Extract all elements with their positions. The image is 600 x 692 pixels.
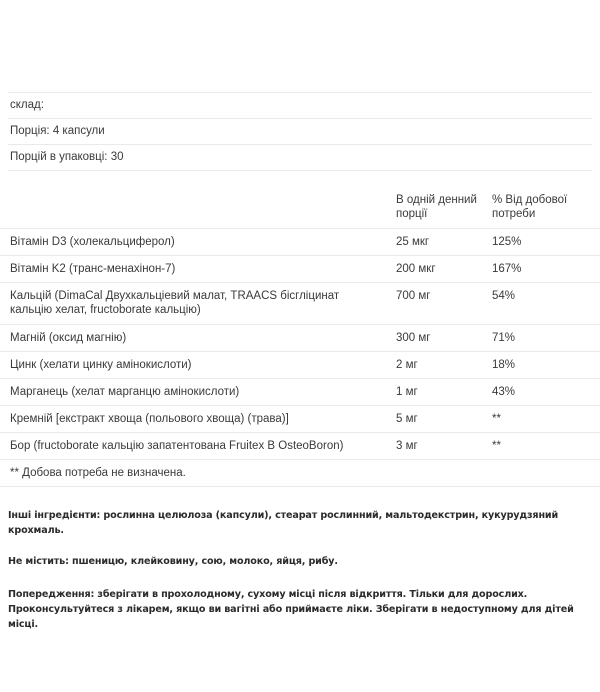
nutrient-amount: 200 мкг xyxy=(396,256,492,283)
nutrient-name: Магній (оксид магнію) xyxy=(0,325,396,352)
table-row xyxy=(0,325,600,352)
table-body xyxy=(0,229,600,487)
nutrient-amount: 300 мг xyxy=(396,325,492,352)
nutrient-daily-value: ** xyxy=(492,433,600,460)
nutrient-daily-value: 71% xyxy=(492,325,600,352)
composition-label: склад: xyxy=(10,99,44,111)
supplement-facts-panel xyxy=(0,92,600,692)
nutrient-amount: 5 мг xyxy=(396,406,492,433)
header-percent-daily-value: % Від добової потреби xyxy=(492,186,600,229)
nutrient-name: Цинк (хелати цинку амінокислоти) xyxy=(0,352,396,379)
nutrient-name: Вітамін D3 (холекальциферол) xyxy=(0,229,396,256)
free-of-text: Не містить: пшеницю, клейковину, сою, молоко, яйця, рибу. xyxy=(8,556,338,567)
table-row xyxy=(0,406,600,433)
header-nutrient-name xyxy=(0,186,396,229)
nutrient-amount: 2 мг xyxy=(396,352,492,379)
nutrient-amount: 700 мг xyxy=(396,283,492,325)
servings-per-container: Порцій в упаковці: 30 xyxy=(10,151,124,163)
nutrient-name: Вітамін K2 (транс-менахінон-7) xyxy=(0,256,396,283)
warning-text: Попередження: зберігати в прохолодному, сухому місці після відкриття. Тільки для дорослих. Проконсультуйтеся з лікарем, якщо ви вагітні або приймаєте ліки. Зберігати в недоступному для дітей місці. xyxy=(8,589,574,630)
nutrient-daily-value: 167% xyxy=(492,256,600,283)
product-meta-block xyxy=(0,92,600,171)
table-row xyxy=(0,229,600,256)
supplement-facts-table xyxy=(0,186,600,487)
nutrient-daily-value: 54% xyxy=(492,283,600,325)
daily-value-footnote: ** Добова потреба не визначена. xyxy=(0,460,600,487)
table-row xyxy=(0,352,600,379)
header-amount-per-serving: В одній денний порції xyxy=(396,186,492,229)
serving-size: Порція: 4 капсули xyxy=(10,125,105,137)
nutrient-daily-value: 43% xyxy=(492,379,600,406)
nutrient-amount: 25 мкг xyxy=(396,229,492,256)
bottom-notes xyxy=(0,508,600,632)
nutrient-daily-value: 18% xyxy=(492,352,600,379)
nutrient-name: Бор (fructoborate кальцію запатентована Fruitex B OsteoBoron) xyxy=(0,433,396,460)
nutrient-amount: 1 мг xyxy=(396,379,492,406)
nutrient-amount: 3 мг xyxy=(396,433,492,460)
nutrient-name: Марганець (хелат марганцю амінокислоти) xyxy=(0,379,396,406)
table-header xyxy=(0,186,600,229)
divider xyxy=(8,170,592,171)
table-footnote-row xyxy=(0,460,600,487)
table-row xyxy=(0,256,600,283)
nutrient-daily-value: 125% xyxy=(492,229,600,256)
nutrient-name: Кальцій (DimaCal Двухкальціевий малат, TRAACS бісгліцинат кальцію хелат, fructoborate кальцію) xyxy=(0,283,396,325)
table-header-row xyxy=(0,186,600,229)
nutrient-daily-value: ** xyxy=(492,406,600,433)
table-row xyxy=(0,379,600,406)
table-row xyxy=(0,433,600,460)
other-ingredients-text: Інші інгредієнти: рослинна целюлоза (капсули), стеарат рослинний, мальтодекстрин, кукурудзяний крохмаль. xyxy=(8,510,559,536)
table-row xyxy=(0,283,600,325)
nutrient-name: Кремній [екстракт хвоща (польового хвоща) (трава)] xyxy=(0,406,396,433)
